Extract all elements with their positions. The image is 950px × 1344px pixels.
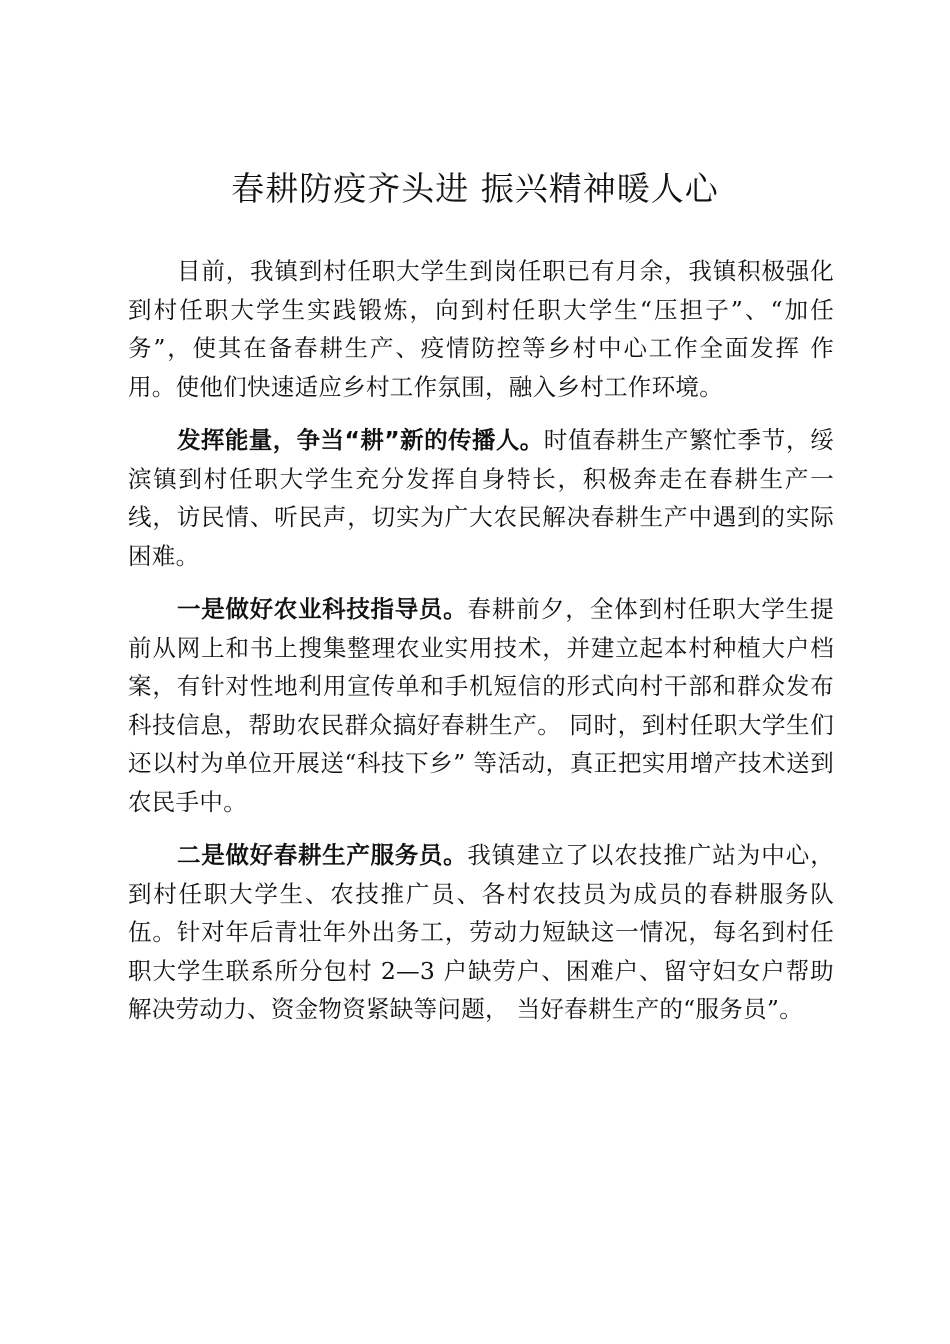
paragraph-text: 春耕前夕，全体到村任职大学生提前从网上和书上搜集整理农业实用技术，并建立起本村种植大户档案，有针对性地利用宣传单和手机短信的形式向村干部和群众发布科技信息，帮助农民群众搞好春耕生产。 同时，到村任职大学生们还以村为单位开展送“科技下乡” 等活动，真正把实用增产技术送到农民手中。 [128,595,835,816]
paragraph-intro [128,252,834,406]
paragraph-lead: 一是做好农业科技指导员。 [177,595,468,623]
paragraph-text: 时值春耕生产繁忙季节，绥滨镇到村任职大学生充分发挥自身特长，积极奔走在春耕生产一线，访民情、听民声，切实为广大农民解决春耕生产中遇到的实际困难。 [128,426,835,570]
document-body [128,252,834,1044]
paragraph-section-2 [128,590,834,821]
paragraph-section-3 [128,836,834,1029]
paragraph-lead: 发挥能量，争当“耕”新的传播人。 [177,426,544,454]
paragraph-section-1 [128,421,834,575]
paragraph-text: 目前，我镇到村任职大学生到岗任职已有月余，我镇积极强化到村任职大学生实践锻炼，向到村任职大学生“压担子”、“加任务”，使其在备春耕生产、疫情防控等乡村中心工作全面发挥 作用。使他们快速适应乡村工作氛围，融入乡村工作环境。 [128,257,834,401]
paragraph-text: 我镇建立了以农技推广站为中心，到村任职大学生、农技推广员、各村农技员为成员的春耕服务队伍。针对年后青壮年外出务工，劳动力短缺这一情况，每名到村任职大学生联系所分包村 2—3 户缺劳户、困难户、留守妇女户帮助解决劳动力、资金物资紧缺等问题， 当好春耕生产的“服务员”。 [128,841,835,1023]
document-title: 春耕防疫齐头进 振兴精神暖人心 [231,169,719,208]
paragraph-lead: 二是做好春耕生产服务员。 [177,841,468,869]
